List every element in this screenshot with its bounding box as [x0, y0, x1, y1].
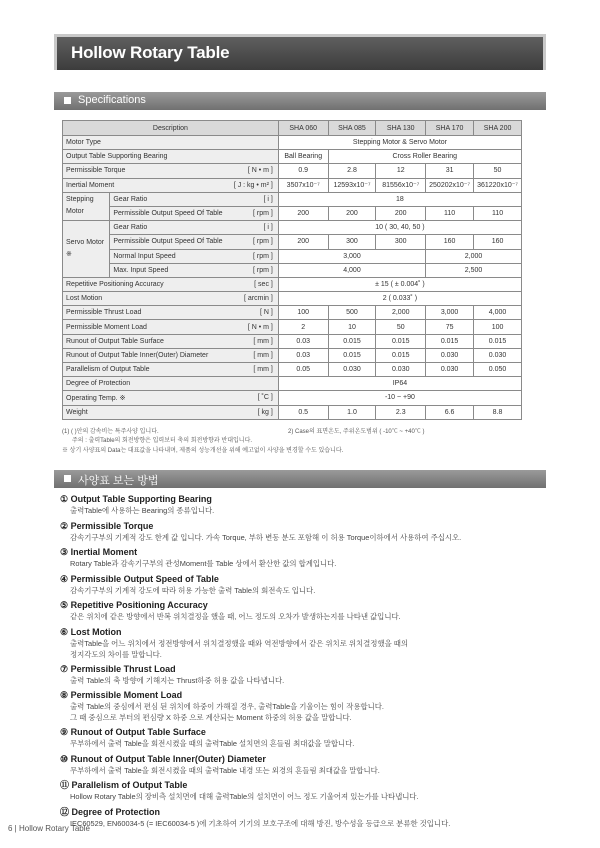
header-sha200: SHA 200: [474, 121, 522, 136]
protection-value: IP64: [278, 377, 521, 391]
max-speed-b: 2,500: [426, 263, 522, 277]
table-cell: 0.015: [328, 348, 376, 362]
mm-unit: [ mm ]: [253, 351, 273, 359]
list-item-heading: ⑥ Lost Motion: [60, 626, 122, 637]
header-sha130: SHA 130: [376, 121, 426, 136]
gear-ratio-label: Gear Ratio: [113, 224, 148, 232]
list-item-description: 출력 Table의 축 방향에 기해지는 Thrust하중 허용 값을 나타냅니다.: [70, 675, 285, 685]
table-row: [63, 178, 522, 192]
list-item-description: 같은 위치에 같은 방향에서 반복 위치결정을 했을 때, 어느 정도의 오차가 발생하는지를 나타낸 값입니다.: [70, 612, 401, 621]
list-item: [60, 520, 540, 547]
footnote-1-line2: 주의 : 출력Table의 회전방향은 입력보터 축의 회전방향과 반대입니다.: [72, 438, 253, 444]
normal-speed-label: Normal Input Speed: [113, 252, 176, 260]
max-speed-a: 4,000: [278, 263, 425, 277]
table-row: [63, 136, 522, 150]
table-row: [63, 391, 522, 405]
table-cell: 10: [328, 320, 376, 334]
list-item-heading: ② Permissible Torque: [60, 520, 154, 531]
torque-unit: [ N • m ]: [247, 167, 273, 175]
moment-unit: [ N • m ]: [247, 323, 273, 331]
table-cell: 160: [426, 235, 474, 249]
protection-label: Degree of Protection: [63, 377, 279, 391]
table-cell: 110: [474, 206, 522, 220]
table-row: [63, 150, 522, 164]
specifications-header: [54, 92, 546, 110]
table-cell: 3507x10⁻⁷: [278, 178, 328, 192]
pos-speed-label: Permissible Output Speed Of Table: [113, 238, 223, 246]
list-item: [60, 493, 540, 520]
motor-type-value: Stepping Motor & Servo Motor: [278, 136, 521, 150]
table-row: [63, 292, 522, 306]
table-cell: 1.0: [328, 405, 376, 419]
thrust-label: Permissible Thrust Load: [66, 309, 142, 317]
list-item-description: Rotary Table과 감속기구부의 관성Moment를 Table 상에서 환산한 값의 합계입니다.: [70, 559, 337, 568]
table-row: [63, 348, 522, 362]
bearing-label: Output Table Supporting Bearing: [63, 150, 279, 164]
runout-diameter-label: Runout of Output Table Inner(Outer) Diameter: [66, 351, 209, 359]
square-bullet-icon: [64, 475, 71, 482]
table-cell: 500: [328, 306, 376, 320]
table-cell: 6.6: [426, 405, 474, 419]
table-cell: 0.9: [278, 164, 328, 178]
table-header-row: [63, 121, 522, 136]
footnote-2: 2) Case의 표면온도, 주위온도범위 ( -10℃ ~ +40℃ ): [288, 429, 425, 435]
header-sha170: SHA 170: [426, 121, 474, 136]
servo-group-label: Servo Motor ※: [63, 221, 110, 278]
table-cell: 2.8: [328, 164, 376, 178]
gear-ratio-label: Gear Ratio: [113, 195, 148, 203]
table-cell: 160: [474, 235, 522, 249]
table-cell: 2.3: [376, 405, 426, 419]
list-item-description: 무부하에서 출력 Table을 회전시켰을 때의 출력Table 내경 또는 외경의 흔들림 최대값을 말합니다.: [70, 765, 380, 775]
specifications-title: Specifications: [78, 94, 146, 106]
lost-motion-value: 2 ( 0.033˚ ): [278, 292, 521, 306]
list-item: [60, 689, 540, 726]
table-row: [63, 277, 522, 291]
list-item-description: 감속기구부의 기계적 강도 한계 값 입니다. 가속 Torque, 부하 변동 분도 포함해 이 허용 Torque이하에서 사용하여 주십시오.: [70, 532, 462, 542]
table-cell: 300: [376, 235, 426, 249]
table-cell: 200: [278, 235, 328, 249]
table-row: [63, 192, 522, 206]
temp-unit: [ ˚C ]: [257, 393, 273, 401]
table-cell: 0.015: [376, 348, 426, 362]
mm-unit: [ mm ]: [253, 366, 273, 374]
list-item-heading: ⑫ Degree of Protection: [60, 806, 161, 817]
pos-speed-label: Permissible Output Speed Of Table: [113, 210, 223, 218]
table-cell: 75: [426, 320, 474, 334]
table-cell: 200: [376, 206, 426, 220]
table-cell: 100: [278, 306, 328, 320]
mm-unit: [ mm ]: [253, 337, 273, 345]
how-to-read-title: 사양표 보는 방법: [78, 475, 159, 487]
list-item-heading: ⑨ Runout of Output Table Surface: [60, 727, 206, 737]
specifications-table: [62, 120, 522, 420]
list-item: [60, 599, 540, 626]
bearing-ball: Ball Bearing: [278, 150, 328, 164]
table-cell: 300: [328, 235, 376, 249]
max-speed-label: Max. Input Speed: [113, 266, 169, 274]
motor-type-label: Motor Type: [63, 136, 279, 150]
table-cell: 8.8: [474, 405, 522, 419]
thrust-unit: [ N ]: [260, 309, 273, 317]
runout-surface-label: Runout of Output Table Surface: [66, 337, 164, 345]
table-cell: 0.050: [474, 363, 522, 377]
table-cell: 361220x10⁻⁷: [474, 178, 522, 192]
repeat-value: ± 15 ( ± 0.004˚ ): [278, 277, 521, 291]
table-row: [63, 377, 522, 391]
table-cell: 81556x10⁻⁷: [376, 178, 426, 192]
rpm-unit: [ rpm ]: [253, 252, 273, 260]
table-row: [63, 221, 522, 235]
list-item: [60, 546, 540, 573]
table-cell: 0.030: [426, 348, 474, 362]
list-item-heading: ⑧ Permissible Moment Load: [60, 690, 183, 700]
gear-ratio-unit: [ i ]: [263, 195, 273, 203]
list-item-heading: ⑪ Parallelism of Output Table: [60, 780, 188, 790]
table-cell: 0.030: [474, 348, 522, 362]
table-row: [63, 363, 522, 377]
table-cell: 250202x10⁻⁷: [426, 178, 474, 192]
list-item-description: 정지각도의 차이를 말합니다.: [70, 649, 162, 659]
table-row: [63, 306, 522, 320]
list-item-description: 그 때 중심으로 부터의 편심량 X 하중 으로 계산되는 Moment 하중의 허용 값을 말합니다.: [70, 713, 352, 722]
inertia-label: Inertial Moment: [66, 181, 115, 189]
table-cell: 50: [376, 320, 426, 334]
table-cell: 0.03: [278, 334, 328, 348]
list-item-heading: ① Output Table Supporting Bearing: [60, 494, 212, 504]
table-cell: 0.015: [328, 334, 376, 348]
list-item-heading: ⑤ Repetitive Positioning Accuracy: [60, 600, 208, 610]
header-sha085: SHA 085: [328, 121, 376, 136]
how-to-read-list: [60, 493, 540, 832]
table-row: [63, 164, 522, 178]
table-cell: 0.015: [376, 334, 426, 348]
temp-value: -10 ~ +90: [278, 391, 521, 405]
list-item-heading: ⑩ Runout of Output Table Inner(Outer) Diameter: [60, 753, 266, 764]
servo-gear-value: 10 ( 30, 40, 50 ): [278, 221, 521, 235]
table-cell: 0.5: [278, 405, 328, 419]
table-cell: 12593x10⁻⁷: [328, 178, 376, 192]
footnote-1-line1: (1) ( )안의 감속비는 특주사양 입니다.: [62, 429, 159, 435]
list-item: [60, 626, 540, 663]
list-item-description: 감속기구부의 기계적 강도에 따라 허용 가능한 출력 Table의 회전속도 입니다.: [70, 585, 316, 595]
header-description: Description: [63, 121, 279, 136]
list-item-heading: ④ Permissible Output Speed of Table: [60, 573, 219, 584]
list-item-description: IEC60529, EN60034-5 (= IEC60034-5 )에 기초하여 기기의 보호구조에 대해 방진, 방수성을 등급으로 분류한 것입니다.: [70, 818, 451, 828]
normal-speed-a: 3,000: [278, 249, 425, 263]
repeat-label: Repetitive Positioning Accuracy: [66, 280, 164, 288]
weight-label: Weight: [66, 408, 88, 416]
table-row: [63, 249, 522, 263]
list-item: [60, 753, 540, 780]
inertia-unit: [ J : kg • m² ]: [233, 181, 273, 189]
table-cell: 200: [278, 206, 328, 220]
table-cell: 12: [376, 164, 426, 178]
normal-speed-b: 2,000: [426, 249, 522, 263]
list-item-description: 출력Table에 사용하는 Bearing의 종류입니다.: [70, 506, 215, 515]
list-item: [60, 806, 540, 833]
table-cell: 0.05: [278, 363, 328, 377]
rpm-unit: [ rpm ]: [253, 238, 273, 246]
bearing-cross: Cross Roller Bearing: [328, 150, 521, 164]
table-cell: 0.03: [278, 348, 328, 362]
table-cell: 31: [426, 164, 474, 178]
table-cell: 0.030: [328, 363, 376, 377]
table-cell: 3,000: [426, 306, 474, 320]
how-to-read-header: [54, 470, 546, 488]
table-row: [63, 206, 522, 220]
table-cell: 110: [426, 206, 474, 220]
table-cell: 0.030: [426, 363, 474, 377]
rpm-unit: [ rpm ]: [253, 210, 273, 218]
table-row: [63, 405, 522, 419]
square-bullet-icon: [64, 97, 71, 104]
torque-label: Permissible Torque: [66, 167, 126, 175]
table-cell: 50: [474, 164, 522, 178]
list-item: [60, 573, 540, 600]
table-row: [63, 320, 522, 334]
table-row: [63, 263, 522, 277]
table-row: [63, 235, 522, 249]
list-item-description: 출력Table을 어느 위치에서 정전방향에서 위치결정했을 때와 역전방향에서 같은 위치로 위치결정했을 때의: [70, 638, 409, 648]
table-cell: 0.015: [426, 334, 474, 348]
table-cell: 4,000: [474, 306, 522, 320]
header-sha060: SHA 060: [278, 121, 328, 136]
moment-label: Permissible Moment Load: [66, 323, 147, 331]
lost-motion-label: Lost Motion: [66, 295, 103, 303]
gear-ratio-unit: [ i ]: [263, 224, 273, 232]
stepping-group-label: Stepping Motor: [63, 192, 110, 220]
page-title: Hollow Rotary Table: [71, 43, 230, 62]
list-item: [60, 726, 540, 753]
lost-motion-unit: [ arcmin ]: [244, 295, 273, 303]
table-cell: 2,000: [376, 306, 426, 320]
temp-label: Operating Temp. ※: [66, 394, 126, 402]
stepping-gear-value: 18: [278, 192, 521, 206]
table-cell: 200: [328, 206, 376, 220]
table-cell: 0.030: [376, 363, 426, 377]
repeat-unit: [ sec ]: [254, 280, 273, 288]
parallelism-label: Parallelism of Output Table: [66, 366, 150, 374]
table-row: [63, 334, 522, 348]
rpm-unit: [ rpm ]: [253, 266, 273, 274]
list-item-description: 출력 Table의 중심에서 편심 된 위치에 하중이 가해질 경우, 출력Table을 기울이는 힘이 작용합니다.: [70, 702, 384, 711]
list-item: [60, 663, 540, 690]
list-item-heading: ⑦ Permissible Thrust Load: [60, 663, 176, 674]
footnote-1: [62, 426, 252, 444]
page-footer: 6 | Hollow Rotary Table: [8, 824, 90, 833]
weight-unit: [ kg ]: [257, 408, 273, 416]
list-item: [60, 779, 540, 806]
list-item-heading: ③ Inertial Moment: [60, 547, 138, 557]
list-item-description: 무부하에서 출력 Table을 회전시켰을 때의 출력Table 설치면의 흔들림 최대값을 말합니다.: [70, 739, 355, 748]
list-item-description: Hollow Rotary Table의 장비측 설치면에 대해 출력Table의 설치면이 어느 정도 기울어져 있는가를 나타냅니다.: [70, 792, 419, 801]
page-title-bar: [54, 34, 546, 70]
table-cell: 2: [278, 320, 328, 334]
table-cell: 0.015: [474, 334, 522, 348]
footnote-3: ※ 상기 사양표의 Data는 대표값을 나타내며, 제품의 성능개선을 위해 예고없이 사양을 변경할 수도 있습니다.: [62, 448, 344, 454]
table-cell: 100: [474, 320, 522, 334]
